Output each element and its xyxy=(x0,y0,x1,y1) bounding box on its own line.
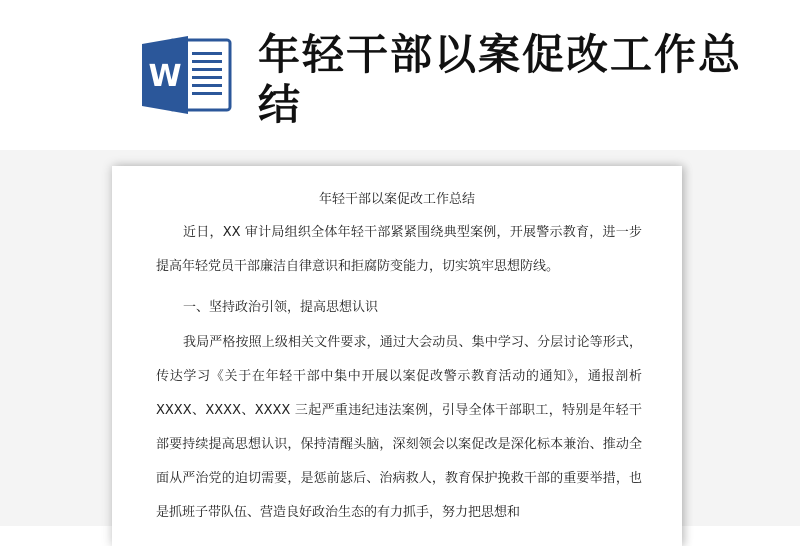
word-icon xyxy=(140,34,232,116)
document-title: 年轻干部以案促改工作总结 xyxy=(318,192,475,207)
svg-text:W: W xyxy=(148,59,182,94)
header xyxy=(0,0,800,150)
document-page xyxy=(112,166,682,546)
page-title: 年轻干部以案促改工作总结 xyxy=(258,30,743,129)
paragraph-intro: 近日，XX 审计局组织全体年轻干部紧紧围绕典型案例，开展警示教育，进一步提高年轻党员干部廉洁自律意识和拒腐防变能力，切实筑牢思想防线。 xyxy=(156,225,642,274)
paragraph-body: 我局严格按照上级相关文件要求，通过大会动员、集中学习、分层讨论等形式，传达学习《关于在年轻干部中集中开展以案促改警示教育活动的通知》，通报剖析 XXXX、XXXX、XXXX 三起严重违纪违法案例，引导全体干部职工，特别是年轻干部要持续提高思想认识，保持清醒头脑，深刻领会以案促改是深化标本兼治、推动全面从严治党的迫切需要，是惩前毖后、治病救人，教育保护挽救干部的重要举措，也是抓班子带队伍、营造良好政治生态的有力抓手，努力把思想和 xyxy=(156,335,642,520)
section-heading: 一、坚持政治引领，提高思想认识 xyxy=(183,300,379,315)
